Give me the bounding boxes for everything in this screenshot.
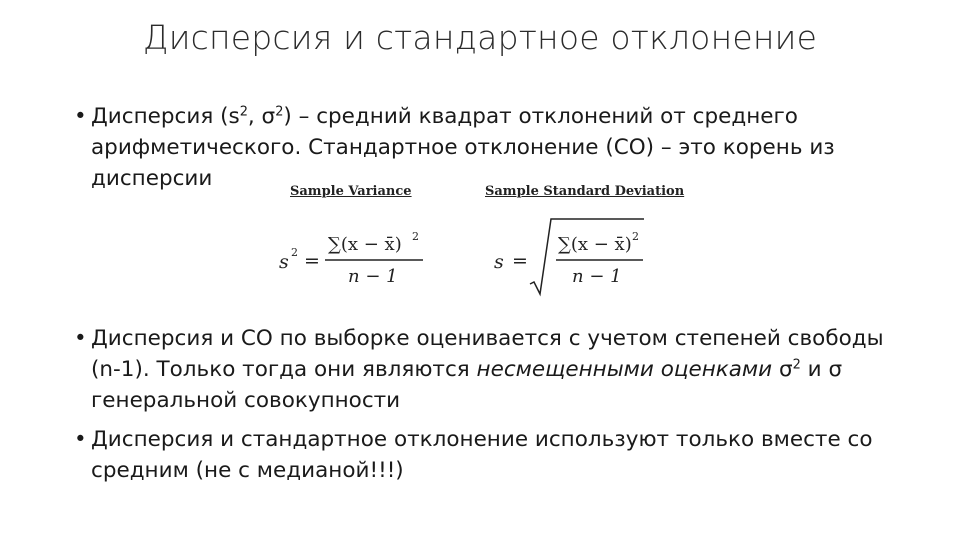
bullet-marker: • bbox=[74, 104, 87, 129]
bullet-text-part: ) – средний квадрат отклонений от среднего арифметического. Стандартное отклонение (СО) – это корень из дисперсии bbox=[91, 104, 835, 191]
stddev-numerator: ∑(x − x̄) bbox=[558, 234, 632, 255]
bullet-text-part: σ bbox=[772, 357, 793, 382]
bullet-use-with-mean bbox=[74, 424, 894, 486]
stddev-numerator-exponent: 2 bbox=[632, 230, 639, 243]
bullet-text-part: , σ bbox=[247, 104, 276, 129]
stddev-equals: = bbox=[512, 250, 528, 272]
bullet-text-part: Дисперсия и СО по выборке оценивается с учетом степеней свободы (n-1). Только тогда они являются bbox=[91, 326, 884, 382]
superscript: 2 bbox=[239, 104, 248, 120]
variance-numerator: ∑(x − x̄) bbox=[328, 234, 402, 255]
variance-denominator: n − 1 bbox=[348, 266, 398, 287]
superscript: 2 bbox=[792, 357, 801, 373]
bullet-text: Дисперсия и стандартное отклонение используют только вместе со средним (не с медианой!!!) bbox=[91, 427, 873, 483]
formula-graphics bbox=[272, 178, 692, 300]
bullet-marker: • bbox=[74, 326, 87, 351]
variance-equals: = bbox=[304, 250, 320, 272]
bullet-degrees-of-freedom bbox=[74, 323, 894, 416]
sample-stddev-label: Sample Standard Deviation bbox=[485, 184, 685, 199]
stddev-lhs: s bbox=[494, 251, 504, 273]
variance-lhs-exponent: 2 bbox=[291, 246, 298, 259]
stddev-denominator: n − 1 bbox=[572, 266, 622, 287]
sample-variance-label: Sample Variance bbox=[290, 184, 412, 199]
bullet-text-part: Дисперсия (s bbox=[91, 104, 240, 129]
variance-lhs: s bbox=[279, 251, 289, 273]
bullet-text bbox=[74, 323, 894, 416]
bullet-text-part: и σ генеральной совокупности bbox=[91, 357, 843, 413]
superscript: 2 bbox=[275, 104, 284, 120]
formula-image bbox=[272, 178, 692, 300]
bullet-italic-text: несмещенными оценками bbox=[476, 357, 773, 382]
bullet-marker: • bbox=[74, 427, 87, 452]
variance-numerator-exponent: 2 bbox=[412, 230, 419, 243]
slide-title: Дисперсия и стандартное отклонение bbox=[142, 18, 818, 57]
